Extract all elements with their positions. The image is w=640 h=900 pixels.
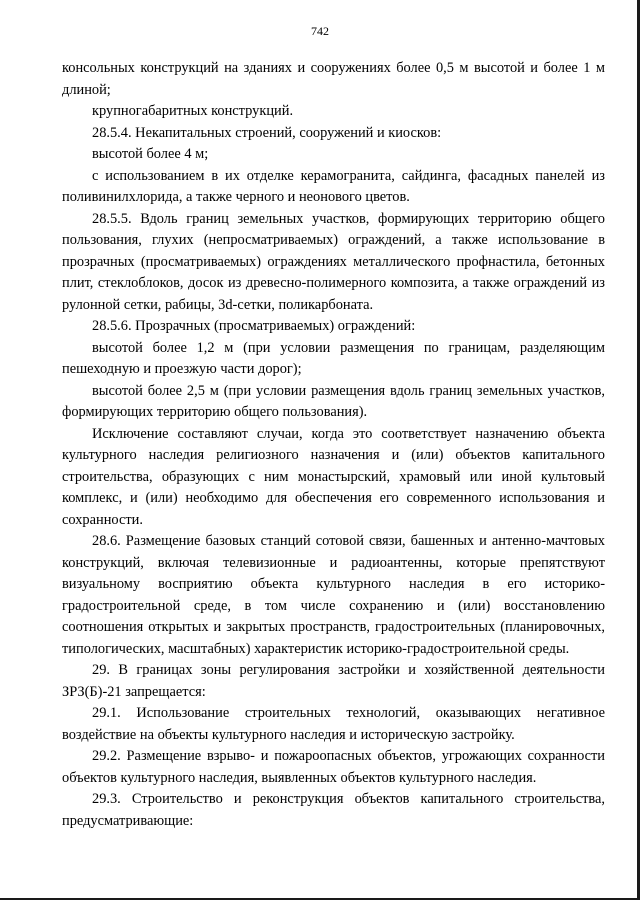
paragraph-continuation-consoles: консольных конструкций на зданиях и сооружениях более 0,5 м высотой и более 1 м длиной; — [62, 60, 605, 98]
paragraph-height-1-2m: высотой более 1,2 м (при условии размещения по границам, разделяющим пешеходную и проезжую части дорог); — [62, 339, 605, 377]
document-body — [62, 58, 605, 832]
paragraph-28-5-4: 28.5.4. Некапитальных строений, сооружений и киосков: — [92, 124, 442, 141]
paragraph-height-2-5m: высотой более 2,5 м (при условии размещения вдоль границ земельных участков, формирующих территорию общего пользования). — [62, 382, 605, 420]
paragraph-29: 29. В границах зоны регулирования застройки и хозяйственной деятельности ЗРЗ(Б)-21 запрещается: — [62, 662, 605, 700]
page-number: 742 — [311, 24, 329, 38]
paragraph-finishing-materials: с использованием в их отделке керамогранита, сайдинга, фасадных панелей из поливинилхлорида, а также черного и неонового цветов. — [62, 167, 605, 205]
paragraph-28-5-5: 28.5.5. Вдоль границ земельных участков, формирующих территорию общего пользования, глухих (непросматриваемых) ограждений, а также использование в прозрачных (просматриваемых) ограждениях металлического профнастила, бетонных плит, стеклоблоков, досок из древесно-полимерного композита, а также ограждений из рулонной сетки, рабицы, 3d-сетки, поликарбоната. — [62, 210, 605, 313]
paragraph-28-6: 28.6. Размещение базовых станций сотовой связи, башенных и антенно-мачтовых конструкций, включая телевизионные и радиоантенны, которые препятствуют визуальному восприятию объекта культурного наследия в его историко-градостроительной среде, в том числе сохранению и (или) восстановлению соотношения открытых и закрытых пространств, градостроительных (планировочных, типологических, масштабных) характеристик историко-градостроительной среды. — [62, 533, 605, 657]
paragraph-exception: Исключение составляют случаи, когда это соответствует назначению объекта культурного наследия религиозного назначения и (или) объектов капитального строительства, образующих с ним монастырский, храмовый или иной культовый комплекс, и (или) необходимо для обеспечения его современного использования и сохранности. — [62, 425, 605, 528]
paragraph-29-1: 29.1. Использование строительных технологий, оказывающих негативное воздействие на объекты культурного наследия и историческую застройку. — [62, 705, 605, 743]
paragraph-29-3: 29.3. Строительство и реконструкция объектов капитального строительства, предусматривающие: — [62, 791, 605, 829]
paragraph-height-4m: высотой более 4 м; — [92, 146, 209, 162]
paragraph-28-5-6: 28.5.6. Прозрачных (просматриваемых) ограждений: — [92, 318, 416, 334]
paragraph-29-2: 29.2. Размещение взрыво- и пожароопасных объектов, угрожающих сохранности объектов культурного наследия, выявленных объектов культурного наследия. — [62, 748, 605, 786]
paragraph-large-structures: крупногабаритных конструкций. — [92, 103, 294, 119]
